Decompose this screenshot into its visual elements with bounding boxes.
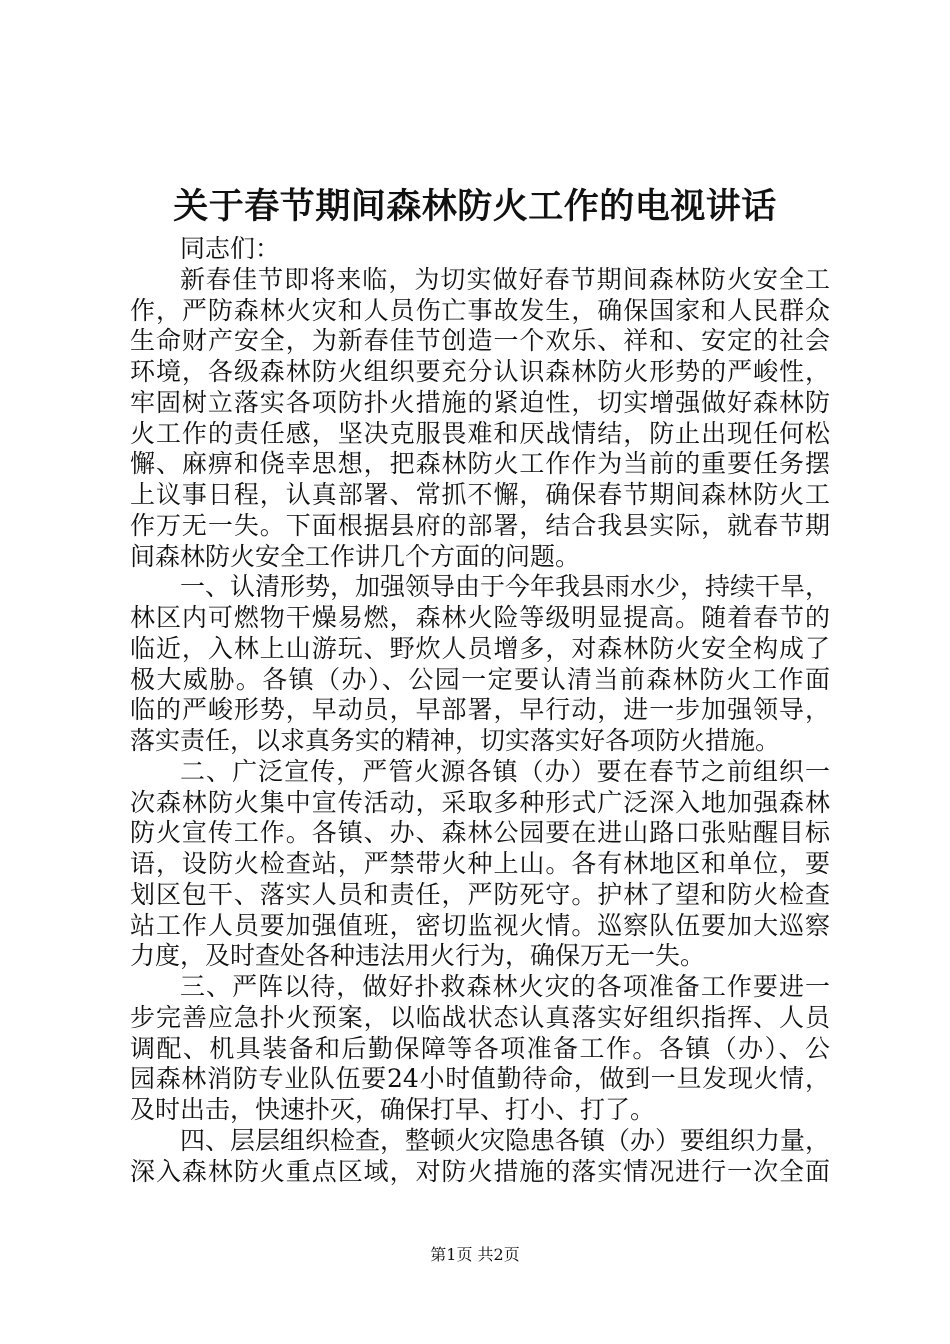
document-body xyxy=(130,234,830,1187)
text-line: 三、严阵以待，做好扑救森林火灾的各项准备工作要进一 xyxy=(180,972,830,1001)
document-title: 关于春节期间森林防火工作的电视讲话 xyxy=(173,186,777,227)
text-line: 火工作的责任感，坚决克服畏难和厌战情结，防止出现任何松 xyxy=(130,418,830,448)
text-line: 生命财产安全，为新春佳节创造一个欢乐、祥和、安定的社会 xyxy=(130,326,830,356)
text-line: 林区内可燃物干燥易燃，森林火险等级明显提高。随着春节的 xyxy=(130,603,830,632)
text-line: 二、广泛宣传，严管火源各镇（办）要在春节之前组织一 xyxy=(180,756,830,786)
text-line: 临的严峻形势，早动员，早部署，早行动，进一步加强领导， xyxy=(130,695,830,725)
text-line: 防火宣传工作。各镇、办、森林公园要在进山路口张贴醒目标 xyxy=(130,818,830,848)
text-line: 四、层层组织检查，整顿火灾隐患各镇（办）要组织力量， xyxy=(180,1125,830,1155)
text-line: 次森林防火集中宣传活动，采取多种形式广泛深入地加强森林 xyxy=(130,787,830,817)
text-line: 步完善应急扑火预案，以临战状态认真落实好组织指挥、人员 xyxy=(130,1002,830,1032)
text-line: 一、认清形势，加强领导由于今年我县雨水少，持续干旱， xyxy=(180,572,830,602)
text-line: 及时出击，快速扑灭，确保打早、打小、打了。 xyxy=(130,1095,656,1124)
text-line: 懈、麻痹和侥幸思想，把森林防火工作作为当前的重要任务摆 xyxy=(130,449,830,479)
page-footer: 第1页 共2页 xyxy=(430,1245,520,1264)
text-line: 调配、机具装备和后勤保障等各项准备工作。各镇（办）、公 xyxy=(130,1033,830,1063)
text-line: 新春佳节即将来临，为切实做好春节期间森林防火安全工 xyxy=(180,264,830,294)
text-line: 园森林消防专业队伍要24小时值勤待命，做到一旦发现火情， xyxy=(130,1064,830,1094)
text-line: 落实责任，以求真务实的精神，切实落实好各项防火措施。 xyxy=(130,726,781,755)
text-line: 语，设防火检查站，严禁带火种上山。各有林地区和单位，要 xyxy=(130,849,830,878)
text-line: 牢固树立落实各项防扑火措施的紧迫性，切实增强做好森林防 xyxy=(130,387,830,417)
text-line: 同志们： xyxy=(180,234,281,263)
text-line: 上议事日程，认真部署、常抓不懈，确保春节期间森林防火工 xyxy=(130,480,830,509)
text-line: 极大威胁。各镇（办）、公园一定要认清当前森林防火工作面 xyxy=(130,664,830,694)
text-line: 作，严防森林火灾和人员伤亡事故发生，确保国家和人民群众 xyxy=(130,295,830,325)
text-line: 间森林防火安全工作讲几个方面的问题。 xyxy=(130,541,581,571)
text-line: 临近，入林上山游玩、野炊人员增多，对森林防火安全构成了 xyxy=(130,633,830,663)
text-line: 划区包干、落实人员和责任，严防死守。护林了望和防火检查 xyxy=(130,879,830,909)
text-line: 环境，各级森林防火组织要充分认识森林防火形势的严峻性， xyxy=(130,357,830,386)
text-line: 深入森林防火重点区域，对防火措施的落实情况进行一次全面 xyxy=(130,1156,830,1186)
text-line: 站工作人员要加强值班，密切监视火情。巡察队伍要加大巡察 xyxy=(130,910,830,940)
text-line: 力度，及时查处各种违法用火行为，确保万无一失。 xyxy=(130,941,706,971)
text-line: 作万无一失。下面根据县府的部署，结合我县实际，就春节期 xyxy=(130,510,830,540)
